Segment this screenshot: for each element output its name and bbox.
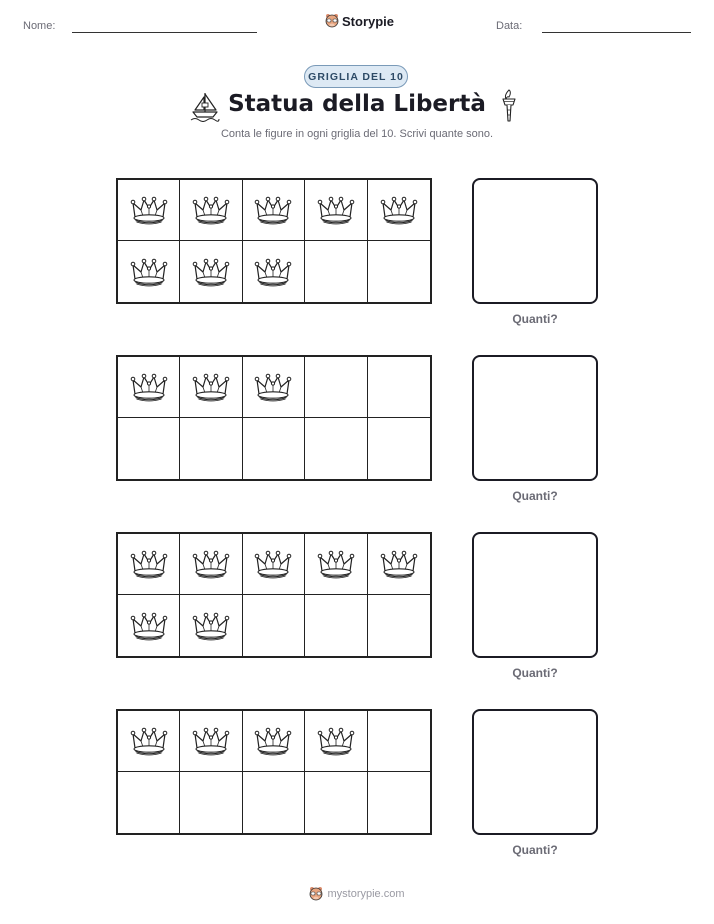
grid-cell	[305, 534, 367, 595]
crown-icon	[191, 372, 231, 402]
worksheet-type-badge: GRIGLIA DEL 10	[304, 65, 408, 88]
quanti-label-3: Quanti?	[512, 666, 558, 680]
brand-logo	[325, 13, 394, 29]
grid-cell	[180, 418, 242, 479]
storypie-mascot-icon	[309, 886, 323, 902]
crown-icon	[129, 611, 169, 641]
grid-cell	[368, 711, 430, 772]
grid-cell	[118, 772, 180, 833]
grid-cell	[305, 711, 367, 772]
grid-cell	[305, 180, 367, 241]
quanti-label-2: Quanti?	[512, 489, 558, 503]
brand-name: Storypie	[342, 13, 395, 29]
name-line[interactable]	[72, 32, 257, 33]
ten-frame-4	[116, 709, 432, 835]
instructions: Conta le figure in ogni griglia del 10. Scrivi quante sono.	[220, 128, 494, 140]
grid-cell	[305, 418, 367, 479]
footer-url: mystorypie.com	[327, 888, 405, 900]
grid-cell	[243, 595, 305, 656]
crown-icon	[191, 195, 231, 225]
answer-box-4[interactable]	[472, 709, 598, 835]
crown-icon	[191, 726, 231, 756]
crown-icon	[129, 195, 169, 225]
crown-icon	[316, 726, 356, 756]
grid-cell	[368, 357, 430, 418]
ten-frame-3	[116, 532, 432, 658]
crown-icon	[129, 372, 169, 402]
grid-cell	[180, 357, 242, 418]
grid-cell	[368, 418, 430, 479]
grid-cell	[118, 418, 180, 479]
grid-cell	[180, 595, 242, 656]
grid-cell	[180, 772, 242, 833]
answer-box-1[interactable]	[472, 178, 598, 304]
grid-cell	[180, 180, 242, 241]
date-label: Data:	[496, 20, 523, 32]
crown-icon	[379, 549, 419, 579]
quanti-label-4: Quanti?	[512, 843, 558, 857]
crown-icon	[316, 549, 356, 579]
grid-cell	[305, 241, 367, 302]
crown-icon	[129, 257, 169, 287]
grid-cell	[180, 711, 242, 772]
grid-cell	[368, 180, 430, 241]
answer-box-3[interactable]	[472, 532, 598, 658]
quanti-label-1: Quanti?	[512, 312, 558, 326]
grid-cell	[180, 241, 242, 302]
crown-icon	[253, 257, 293, 287]
answer-box-2[interactable]	[472, 355, 598, 481]
grid-cell	[243, 534, 305, 595]
crown-icon	[253, 549, 293, 579]
grid-cell	[305, 595, 367, 656]
grid-cell	[368, 241, 430, 302]
grid-cell	[243, 241, 305, 302]
torch-icon	[498, 88, 520, 124]
ten-frame-1	[116, 178, 432, 304]
grid-cell	[243, 357, 305, 418]
grid-cell	[368, 595, 430, 656]
crown-icon	[253, 726, 293, 756]
grid-cell	[243, 711, 305, 772]
grid-cell	[118, 711, 180, 772]
grid-cell	[243, 180, 305, 241]
crown-icon	[253, 372, 293, 402]
date-line[interactable]	[542, 32, 691, 33]
crown-icon	[191, 549, 231, 579]
grid-cell	[118, 357, 180, 418]
storypie-mascot-icon	[325, 13, 339, 29]
crown-icon	[253, 195, 293, 225]
name-label: Nome:	[23, 20, 56, 32]
footer	[0, 886, 714, 902]
grid-cell	[368, 534, 430, 595]
grid-cell	[368, 772, 430, 833]
grid-cell	[305, 357, 367, 418]
grid-cell	[243, 772, 305, 833]
crown-icon	[129, 549, 169, 579]
crown-icon	[129, 726, 169, 756]
ten-frame-2	[116, 355, 432, 481]
grid-cell	[305, 772, 367, 833]
grid-cell	[118, 241, 180, 302]
crown-icon	[191, 257, 231, 287]
grid-cell	[118, 534, 180, 595]
page-title: Statua della Libertà	[228, 91, 486, 117]
crown-icon	[191, 611, 231, 641]
grid-cell	[243, 418, 305, 479]
crown-icon	[316, 195, 356, 225]
grid-cell	[118, 180, 180, 241]
crown-icon	[379, 195, 419, 225]
grid-cell	[180, 534, 242, 595]
grid-cell	[118, 595, 180, 656]
